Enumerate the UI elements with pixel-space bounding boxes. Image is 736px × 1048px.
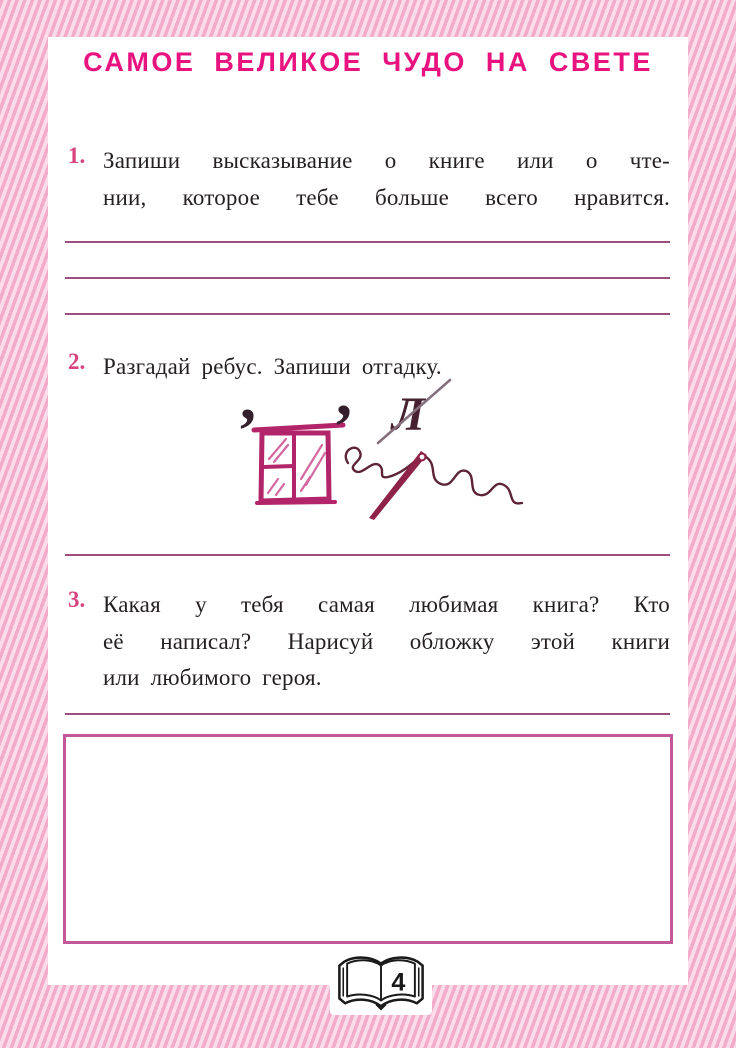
window-icon bbox=[254, 425, 343, 503]
page-title: САМОЕ ВЕЛИКОЕ ЧУДО НА СВЕТЕ bbox=[83, 47, 653, 77]
needle-thread-icon bbox=[346, 448, 522, 520]
rebus-letter-l: Л bbox=[392, 388, 425, 441]
task-3-text bbox=[103, 587, 670, 697]
writing-line bbox=[65, 554, 670, 556]
writing-line bbox=[65, 277, 670, 279]
rebus-comma-left-icon: , bbox=[240, 367, 256, 433]
task-3-number: 3. bbox=[68, 587, 86, 612]
task-3-line-3: или любимого героя. bbox=[103, 665, 322, 690]
rebus-illustration bbox=[198, 367, 558, 537]
task-2-line-1: Разгадай ребус. Запиши отгадку. bbox=[103, 354, 442, 379]
task-1-line-2: нии, которое тебе больше всего нравится. bbox=[103, 184, 670, 210]
task-3-line-2: её написал? Нарисуй обложку этой книги bbox=[103, 628, 670, 654]
task-1-text bbox=[103, 143, 670, 216]
task-1-line-1: Запиши высказывание о книге или о чте- bbox=[103, 148, 670, 173]
page-number: 4 bbox=[391, 968, 406, 997]
writing-line bbox=[65, 313, 670, 315]
writing-line bbox=[65, 241, 670, 243]
rebus-comma-right-icon: , bbox=[336, 367, 352, 429]
task-2-number: 2. bbox=[68, 349, 86, 374]
rebus-crossed-letter bbox=[378, 380, 450, 443]
task-3-line-1: Какая у тебя самая любимая книга? Кто bbox=[103, 592, 670, 617]
drawing-box bbox=[63, 734, 673, 944]
page-number-badge bbox=[330, 951, 432, 1015]
task-1-number: 1. bbox=[68, 143, 86, 168]
page-content-panel bbox=[48, 37, 688, 985]
open-book-icon bbox=[334, 953, 428, 1013]
writing-line bbox=[65, 713, 670, 715]
